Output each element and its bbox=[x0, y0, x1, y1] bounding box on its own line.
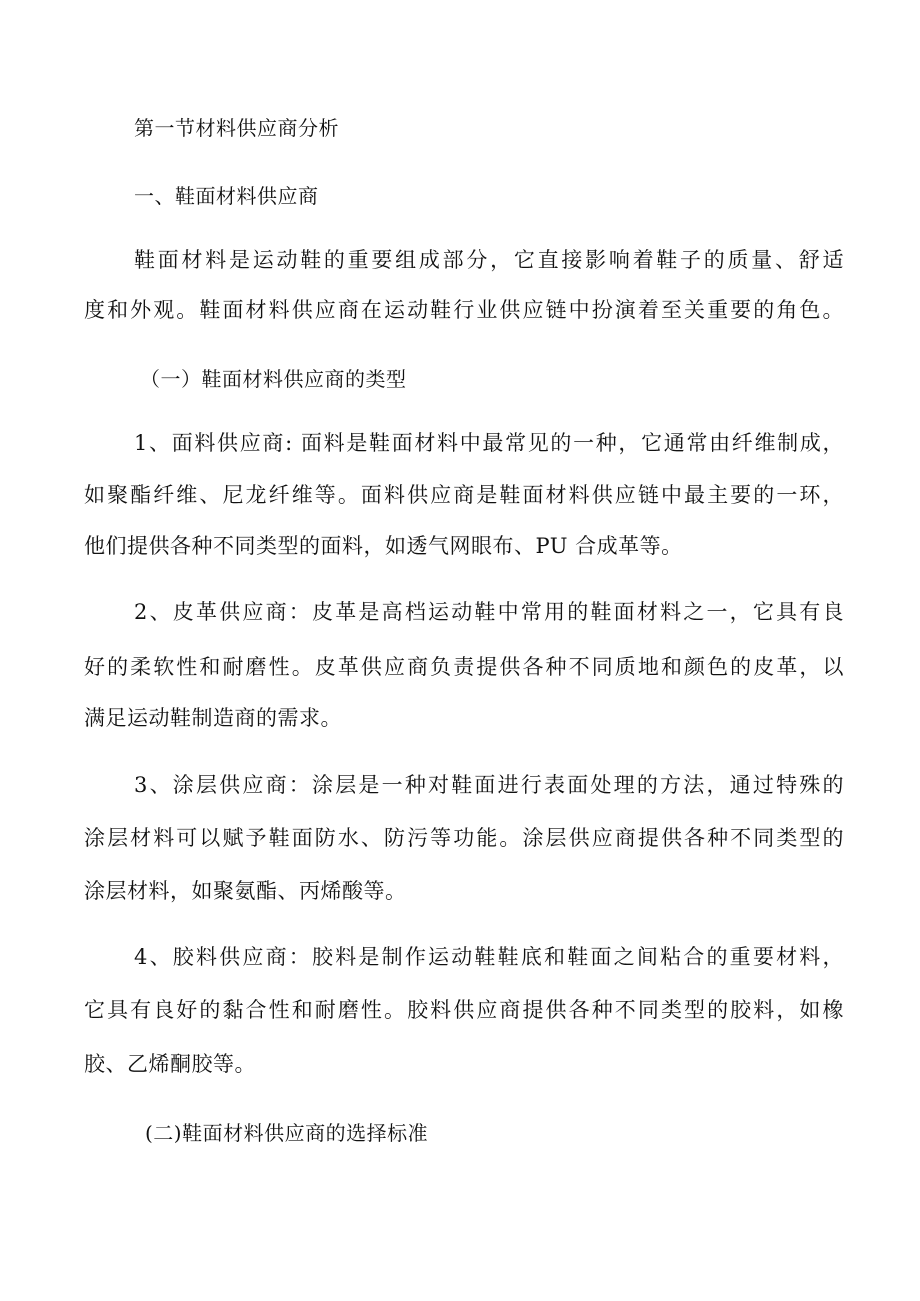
item-1-line-1: 1、面料供应商: 面料是鞋面材料中最常见的一种，它通常由纤维制成， bbox=[134, 431, 844, 455]
intro-line-2: 度和外观。鞋面材料供应商在运动鞋行业供应链中扮演着至关重要的角色。 bbox=[84, 298, 844, 322]
item-3-line-2: 涂层材料可以赋予鞋面防水、防污等功能。涂层供应商提供各种不同类型的 bbox=[84, 826, 844, 850]
types-heading: （一）鞋面材料供应商的类型 bbox=[140, 367, 407, 391]
criteria-heading: (二)鞋面材料供应商的选择标准 bbox=[145, 1121, 429, 1145]
item-4-line-3: 胶、乙烯酮胶等。 bbox=[84, 1052, 256, 1076]
subsection-title: 一、鞋面材料供应商 bbox=[134, 184, 319, 208]
item-2-line-2: 好的柔软性和耐磨性。皮革供应商负责提供各种不同质地和颜色的皮革，以 bbox=[84, 655, 844, 679]
item-4-line-1: 4、胶料供应商：胶料是制作运动鞋鞋底和鞋面之间粘合的重要材料， bbox=[134, 945, 844, 969]
section-title: 第一节材料供应商分析 bbox=[134, 116, 339, 140]
item-3-line-1: 3、涂层供应商：涂层是一种对鞋面进行表面处理的方法，通过特殊的 bbox=[134, 773, 844, 797]
item-2-line-3: 满足运动鞋制造商的需求。 bbox=[84, 706, 342, 730]
item-4-line-2: 它具有良好的黏合性和耐磨性。胶料供应商提供各种不同类型的胶料，如橡 bbox=[84, 998, 844, 1022]
item-3-line-3: 涂层材料，如聚氨酯、丙烯酸等。 bbox=[84, 879, 407, 903]
intro-line-1: 鞋面材料是运动鞋的重要组成部分，它直接影响着鞋子的质量、舒适 bbox=[134, 248, 844, 272]
item-1-line-2: 如聚酯纤维、尼龙纤维等。面料供应商是鞋面材料供应链中最主要的一环， bbox=[84, 483, 844, 507]
item-1-line-3: 他们提供各种不同类型的面料，如透气网眼布、PU 合成革等。 bbox=[84, 534, 683, 558]
item-2-line-1: 2、皮革供应商：皮革是高档运动鞋中常用的鞋面材料之一，它具有良 bbox=[134, 600, 844, 624]
